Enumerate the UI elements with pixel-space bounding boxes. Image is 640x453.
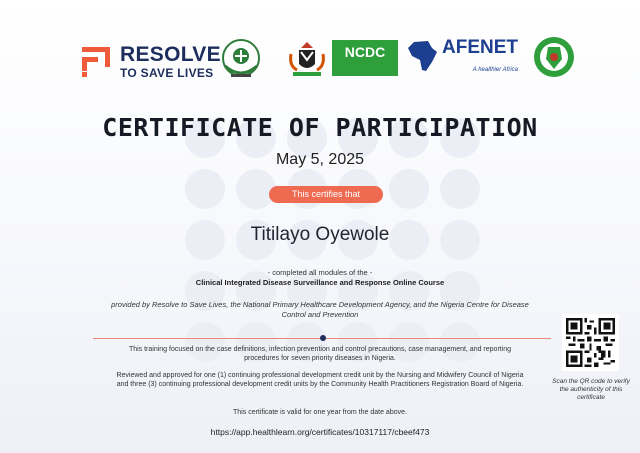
rtsl-logo-line2: TO SAVE LIVES	[120, 66, 214, 80]
ncdc-logo-text: NCDC	[344, 44, 386, 60]
afenet-logo-text: AFENET	[442, 37, 518, 58]
divider-dot	[320, 335, 326, 341]
certificate-url[interactable]: https://app.healthlearn.org/certificates/10317117/cbeef473	[210, 427, 430, 437]
validity-text: This certificate is valid for one year from the date above.	[233, 409, 407, 416]
certificate-date: May 5, 2025	[275, 151, 365, 168]
certificate-title: CERTIFICATE OF PARTICIPATION	[102, 113, 538, 142]
training-description: This training focused on the case definitions, infection prevention and control precautions, case management, and reporting procedures for seven priority diseases in Nigeria.	[128, 346, 512, 362]
certifies-badge: This certifies that	[269, 186, 383, 203]
course-name: Clinical Integrated Disease Surveillance and Response Online Course	[195, 278, 445, 287]
credits-description: Reviewed and approved for one (1) continuing professional development credit unit by the Nursing and Midwifery Council of Nigeria and three (3) continuing professional development credit units by the Community Health Practitioners Registration Board of Nigeria.	[116, 372, 524, 388]
afenet-tagline: A healthier Africa	[472, 67, 518, 73]
completed-text: - completed all modules of the -	[267, 268, 373, 277]
provided-by-text: provided by Resolve to Save Lives, the National Primary Healthcare Development Agency, and the Nigeria Centre for Disease Control and Prevention	[111, 300, 529, 319]
qr-code	[562, 314, 619, 371]
rtsl-logo-line1: RESOLVE	[120, 43, 221, 66]
qr-caption: Scan the QR code to verify the authenticity of this certificate	[552, 378, 630, 401]
recipient-name: Titilayo Oyewole	[250, 224, 390, 245]
